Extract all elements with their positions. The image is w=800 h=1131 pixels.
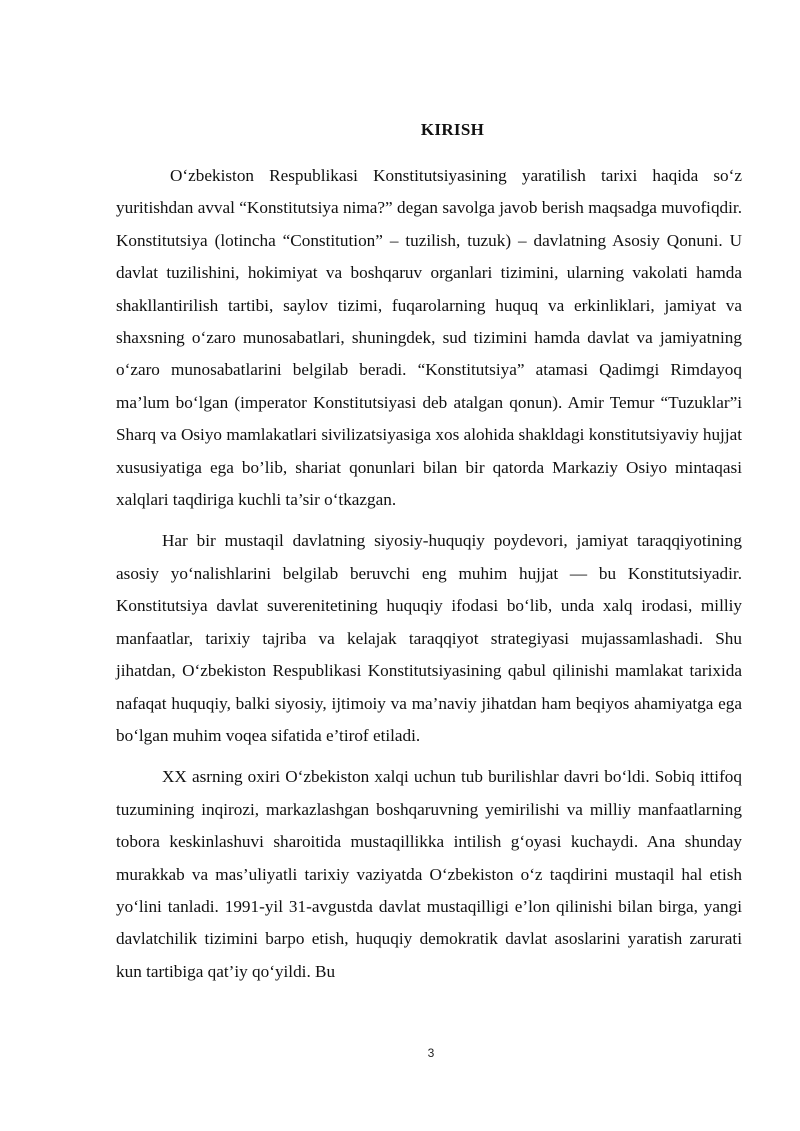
section-heading: KIRISH bbox=[420, 120, 485, 139]
paragraph-2: Har bir mustaqil davlatning siyosiy-huquqiy poydevori, jamiyat taraqqiyotining asosiy yo‘nalishlarini belgilab beruvchi eng muhim hujjat — bu Konstitutsiyadir. Konstitutsiya davlat suverenitetining huquqiy ifodasi bo‘lib, unda xalq irodasi, milliy manfaatlar, tarixiy tajriba va kelajak taraqqiyot strategiyasi mujassamlashadi. Shu jihatdan, O‘zbekiston Respublikasi Konstitutsiyasining qabul qilinishi mamlakat tarixida nafaqat huquqiy, balki siyosiy, ijtimoiy va ma’naviy jihatdan ham beqiyos ahamiyatga ega bo‘lgan muhim voqea sifatida e’tirof etiladi. bbox=[116, 531, 742, 745]
paragraph-3: XX asrning oxiri O‘zbekiston xalqi uchun tub burilishlar davri bo‘ldi. Sobiq ittifoq tuzumining inqirozi, markazlashgan boshqaruvning yemirilishi va milliy manfaatlarning tobora keskinlashuvi sharoitida mustaqillikka intilish g‘oyasi kuchaydi. Ana shunday murakkab va mas’uliyatli tarixiy vaziyatda O‘zbekiston o‘z taqdirini mustaqil hal etish yo‘lini tanladi. 1991-yil 31-avgustda davlat mustaqilligi e’lon qilinishi bilan birga, yangi davlatchilik tizimini barpo etish, huquqiy demokratik davlat asoslarini yaratish zarurati kun tartibiga qat’iy qo‘yildi. Bu bbox=[116, 767, 742, 981]
paragraph-1: O‘zbekiston Respublikasi Konstitutsiyasining yaratilish tarixi haqida so‘z yuritishdan avval “Konstitutsiya nima?” degan savolga javob berish maqsadga muvofiqdir. Konstitutsiya (lotincha “Constitution” – tuzilish, tuzuk) – davlatning Asosiy Qonuni. U davlat tuzilishini, hokimiyat va boshqaruv organlari tizimini, ularning vakolati hamda shakllantirilish tartibi, saylov tizimi, fuqarolarning huquq va erkinliklari, jamiyat va shaxsning o‘zaro munosabatlari, shuningdek, sud tizimini hamda davlat va jamiyatning o‘zaro munosabatlarini belgilab beradi. “Konstitutsiya” atamasi Qadimgi Rimdayoq ma’lum bo‘lgan (imperator Konstitutsiyasi deb atalgan qonun). Amir Temur “Tuzuklar”i Sharq va Osiyo mamlakatlari sivilizatsiyasiga xos alohida shakldagi konstitutsiyaviy hujjat xususiyatiga ega bo’lib, shariat qonunlari bilan bir qatorda Markaziy Osiyo mintaqasi xalqlari taqdiriga kuchli ta’sir o‘tkazgan. bbox=[116, 166, 742, 510]
page-number: 3 bbox=[427, 1046, 435, 1060]
body-text bbox=[116, 160, 742, 988]
